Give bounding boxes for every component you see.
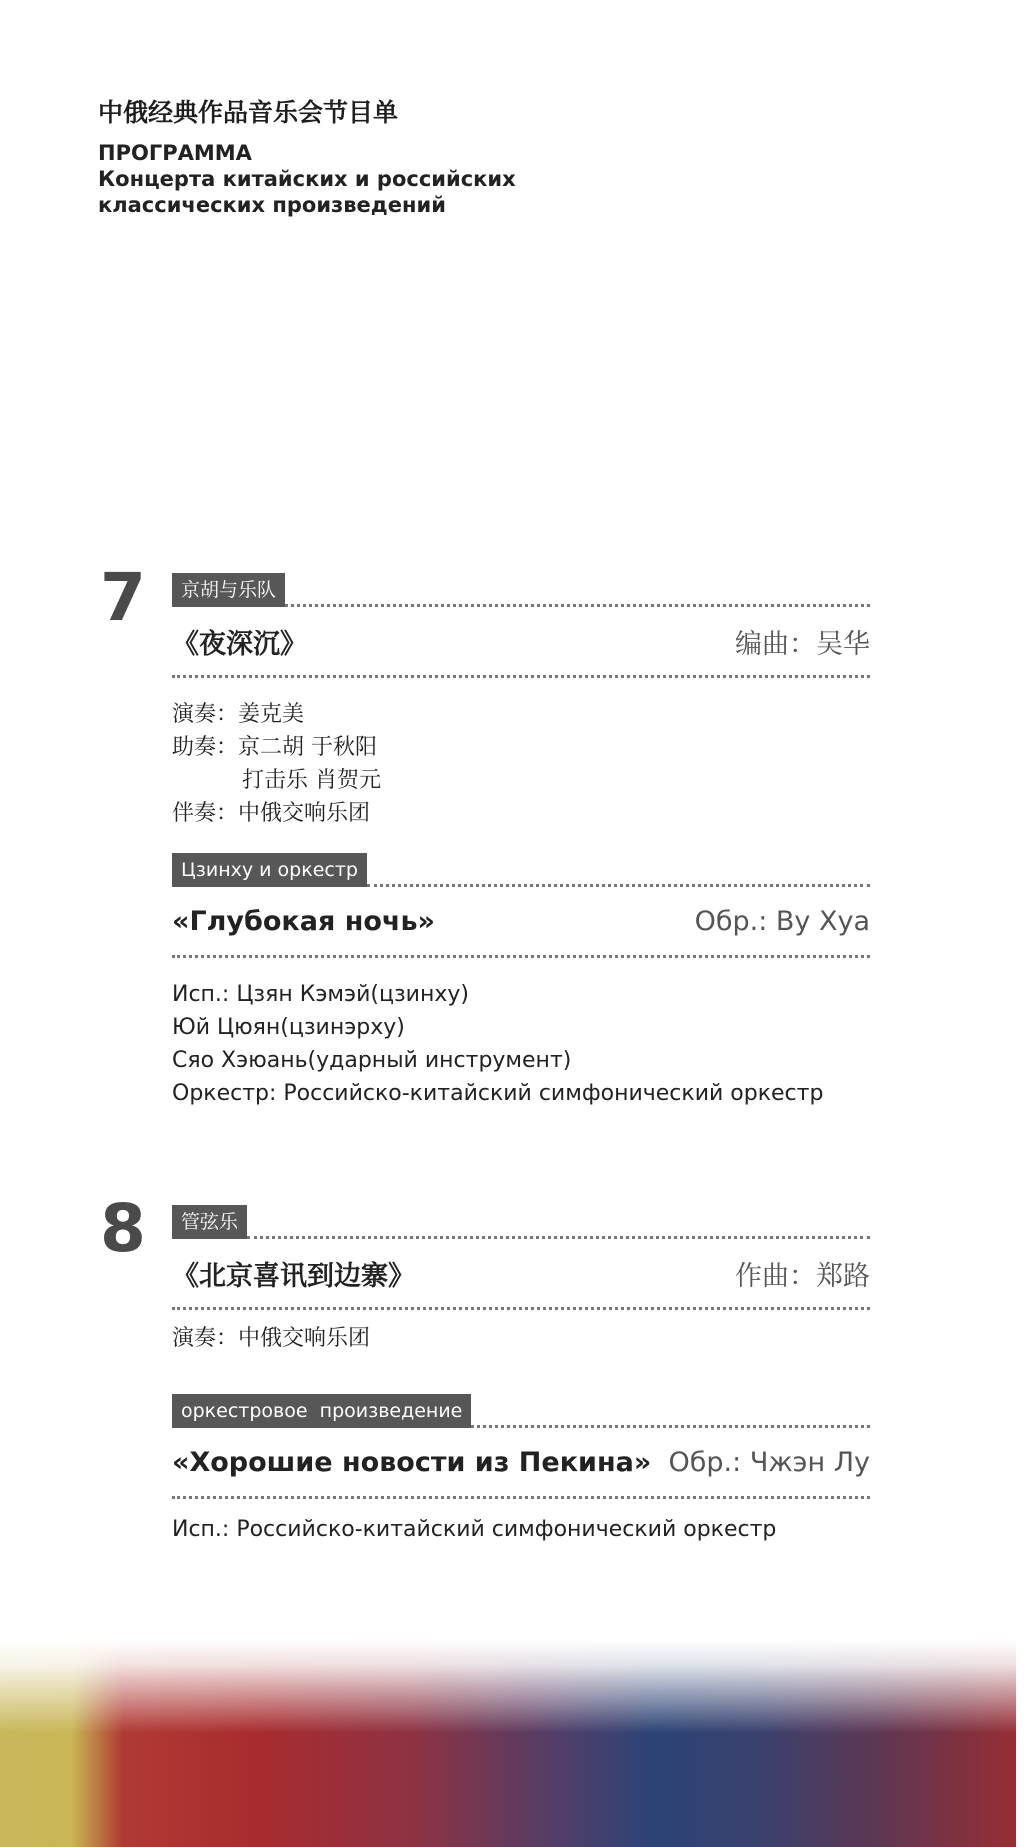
page-edge [1016, 1640, 1024, 1847]
performer-line: 演奏：姜克美 [172, 702, 305, 727]
dotted-divider [471, 1425, 870, 1428]
header-title-ru-1: ПРОГРАММА [98, 141, 252, 165]
genre-tag: 管弦乐 [172, 1205, 247, 1239]
performer-line: 演奏：中俄交响乐团 [172, 1326, 371, 1351]
performer-line-indented [172, 764, 870, 797]
genre-tag: Цзинху и оркестр [172, 853, 367, 887]
performers-list [172, 978, 870, 1110]
piece-title: 《夜深沉》 [172, 628, 307, 660]
title-row [172, 1239, 870, 1310]
composer-credit: Обр.: Чжэн Лу [668, 1446, 870, 1478]
performers-list [172, 1322, 870, 1355]
genre-tag: 京胡与乐队 [172, 573, 285, 607]
performer-line: Сяо Хэюань(ударный инструмент) [172, 1048, 572, 1073]
performer-line: Исп.: Российско-китайский симфонический оркестр [172, 1517, 777, 1542]
performer-line-text: 打击乐 肖贺元 [242, 768, 381, 793]
dotted-divider [367, 884, 870, 887]
header-title-cn: 中俄经典作品音乐会节目单 [98, 98, 399, 127]
genre-row [172, 1394, 870, 1428]
header-title-ru-2: Концерта китайских и российских [98, 167, 516, 191]
performer-line: Юй Цюян(цзинэрху) [172, 1015, 405, 1040]
item-8-ru-block [172, 1394, 870, 1546]
item-8-cn-block [172, 1205, 870, 1355]
header-title-ru-3: классических произведений [98, 193, 446, 217]
performer-line: Исп.: Цзян Кэмэй(цзинху) [172, 982, 469, 1007]
item-7-cn-block [172, 573, 870, 830]
item-number-8: 8 [100, 1190, 146, 1267]
title-row [172, 887, 870, 958]
title-row [172, 607, 870, 678]
piece-title: «Глубокая ночь» [172, 905, 435, 937]
genre-row [172, 853, 870, 887]
composer-credit: 作曲：郑路 [735, 1260, 870, 1292]
performer-line: 伴奏：中俄交响乐团 [172, 801, 371, 826]
performer-line: 助奏：京二胡 于秋阳 [172, 735, 377, 760]
piece-title: 《北京喜讯到边寨》 [172, 1260, 415, 1292]
flag-gradient-footer [0, 1640, 1024, 1847]
composer-credit: 编曲：吴华 [735, 628, 870, 660]
dotted-divider [285, 604, 870, 607]
item-7-ru-block [172, 853, 870, 1110]
dotted-divider [247, 1236, 870, 1239]
performer-line: Оркестр: Российско-китайский симфонический оркестр [172, 1081, 824, 1106]
item-number-7: 7 [100, 559, 146, 636]
program-header [98, 96, 516, 218]
genre-tag: оркестровое произведение [172, 1394, 471, 1428]
piece-title: «Хорошие новости из Пекина» [172, 1446, 652, 1478]
performers-list [172, 1513, 870, 1546]
genre-row [172, 1205, 870, 1239]
composer-credit: Обр.: Ву Хуа [694, 905, 870, 937]
title-row [172, 1428, 870, 1499]
genre-row [172, 573, 870, 607]
performers-list [172, 698, 870, 830]
